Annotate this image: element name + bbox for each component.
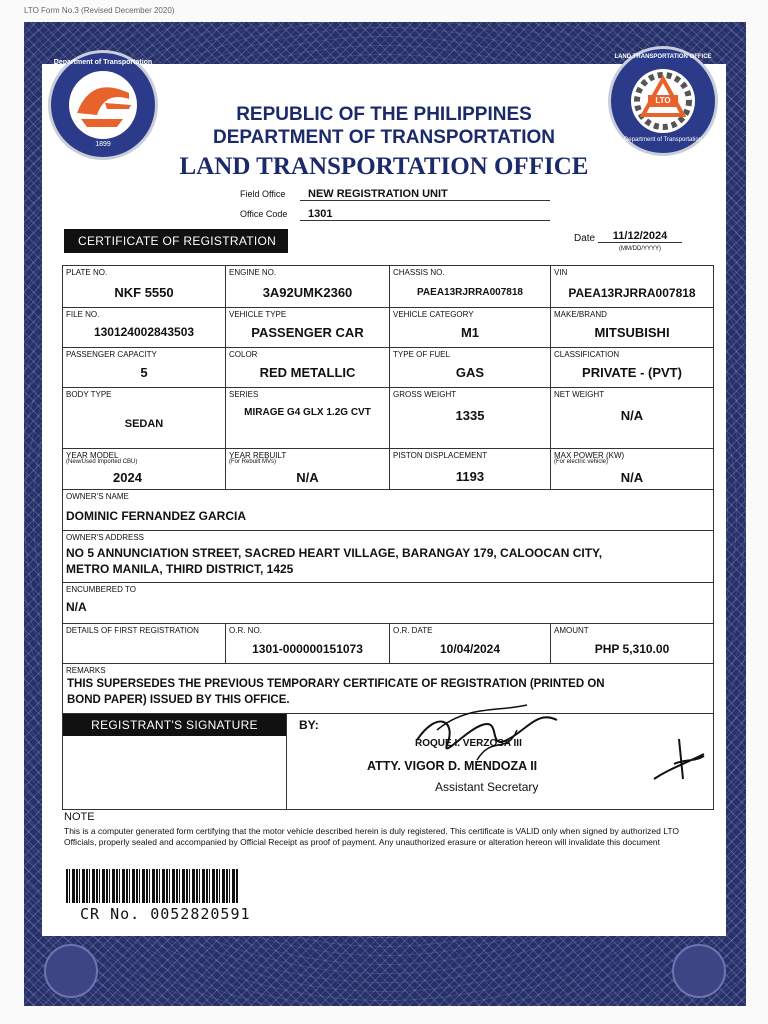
registrant-signature-box [63,714,287,810]
first-registration-cell [63,624,226,664]
dotr-seal-ring-text: Department of Transportation [53,59,153,66]
max-power-sub: (For electric vehicle) [554,459,609,465]
classification-label: CLASSIFICATION [554,350,620,359]
or-date-cell [390,624,551,664]
plate-no-cell [63,266,226,308]
engine-no-value: 3A92UMK2360 [262,285,353,300]
authorized-signature-box [287,714,714,810]
year-rebuilt-label: YEAR REBUILT [229,451,287,460]
piston-displacement-value: 1193 [455,469,485,484]
series-label: SERIES [229,390,259,399]
year-model-label: YEAR MODEL [66,451,119,460]
note-text: This is a computer generated form certifying that the motor vehicle described herein is duly registered. This certificate is VALID only when signed by authorized LTO Officials, properly sealed and accompanied by Official Receipt as proof of payment. Any unauthorized erasure or alteration hereon will invalidate this document [64,826,679,847]
gross-weight-label: GROSS WEIGHT [393,390,457,399]
or-date-value: 10/04/2024 [439,642,501,656]
owners-name-value: DOMINIC FERNANDEZ GARCIA [66,509,246,523]
vehicle-category-label: VEHICLE CATEGORY [393,310,474,319]
owners-address-cell [63,531,714,583]
field-office-value: NEW REGISTRATION UNIT [300,188,550,201]
max-power-value: N/A [620,470,644,485]
lto-seal-bottom-text: Department of Transportation [623,137,703,143]
remarks-cell [63,664,714,714]
encumbered-label: ENCUMBERED TO [66,585,136,594]
file-no-value: 130124002843503 [93,325,195,339]
barcode [66,869,238,903]
cr-number: CR No. 0052820591 [80,905,251,923]
color-cell [226,348,390,388]
initial-mark [649,734,709,784]
owners-address-line1: NO 5 ANNUNCIATION STREET, SACRED HEART VILLAGE, BARANGAY 179, CALOOCAN CITY, [66,546,603,560]
or-no-value: 1301-000000151073 [252,642,363,656]
color-value: RED METALLIC [259,365,356,380]
remarks-line2: BOND PAPER) ISSUED BY THIS OFFICE. [67,694,290,706]
date-value: 11/12/2024 [598,230,682,243]
date-label: Date [574,233,596,244]
note-title: NOTE [64,811,95,823]
remarks-label: REMARKS [66,666,106,675]
or-no-label: O.R. NO. [229,626,262,635]
file-no-label: FILE NO. [66,310,100,319]
net-weight-cell [551,388,714,449]
vehicle-type-cell [226,308,390,348]
corner-dot-seal-left [44,944,98,998]
passenger-capacity-label: PASSENGER CAPACITY [66,350,157,359]
certificate-title: CERTIFICATE OF REGISTRATION [64,229,288,253]
encumbered-value: N/A [66,600,87,614]
max-power-cell [551,449,714,490]
year-rebuilt-cell [226,449,390,490]
amount-label: AMOUNT [554,626,589,635]
owners-name-cell [63,490,714,531]
year-model-cell [63,449,226,490]
piston-displacement-cell [390,449,551,490]
owners-address-label: OWNER'S ADDRESS [66,533,144,542]
registrant-signature-label: REGISTRANT'S SIGNATURE [63,714,286,736]
office-code-value: 1301 [300,208,550,221]
vin-cell [551,266,714,308]
plate-no-label: PLATE NO. [66,268,108,277]
plate-no-value: NKF 5550 [114,285,174,300]
year-rebuilt-value: N/A [296,470,319,485]
classification-value: PRIVATE - (PVT) [582,365,682,380]
date-format: (MM/DD/YYYY) [619,246,661,252]
year-model-sub: (New/Used Imported CBU) [66,459,138,465]
make-brand-label: MAKE/BRAND [554,310,607,319]
year-model-value: 2024 [113,470,142,485]
corner-dot-seal-right [672,944,726,998]
max-power-label: MAX POWER (KW) [554,451,625,460]
net-weight-value: N/A [620,408,644,423]
lto-seal-ring-text: LAND TRANSPORTATION OFFICE [614,54,712,60]
owners-name-label: OWNER'S NAME [66,492,129,501]
engine-no-cell [226,266,390,308]
fuel-type-label: TYPE OF FUEL [393,350,450,359]
lto-seal-center: LTO [655,96,671,105]
net-weight-label: NET WEIGHT [554,390,605,399]
make-brand-value: MITSUBISHI [594,325,670,340]
header-department: DEPARTMENT OF TRANSPORTATION [213,127,555,148]
vin-label: VIN [554,268,568,277]
vin-value: PAEA13RJRRA007818 [568,286,696,300]
vehicle-category-cell [390,308,551,348]
form-number: LTO Form No.3 (Revised December 2020) [24,6,175,15]
file-no-cell [63,308,226,348]
make-brand-cell [551,308,714,348]
vehicle-type-label: VEHICLE TYPE [229,310,287,319]
chassis-no-cell [390,266,551,308]
passenger-capacity-cell [63,348,226,388]
gross-weight-cell [390,388,551,449]
office-code-label: Office Code [240,209,288,219]
year-rebuilt-sub: (For Rebuilt MVs) [229,459,277,465]
signer-name: ATTY. VIGOR D. MENDOZA II [367,759,538,773]
by-label: BY: [299,718,319,732]
amount-cell [551,624,714,664]
signer-title: Assistant Secretary [435,780,539,794]
piston-displacement-label: PISTON DISPLACEMENT [393,451,488,460]
field-office-label: Field Office [240,189,286,199]
passenger-capacity-value: 5 [140,365,148,380]
header-lto: LAND TRANSPORTATION OFFICE [179,153,589,180]
amount-value: PHP 5,310.00 [594,642,670,656]
encumbered-cell [63,583,714,624]
body-type-label: BODY TYPE [66,390,112,399]
color-label: COLOR [229,350,258,359]
signer-top-name: ROQUE I. VERZOSA III [415,738,522,749]
fuel-type-cell [390,348,551,388]
series-cell [226,388,390,449]
gross-weight-value: 1335 [455,408,485,423]
body-type-cell [63,388,226,449]
vehicle-type-value: PASSENGER CAR [251,325,364,340]
header-republic: REPUBLIC OF THE PHILIPPINES [236,104,532,125]
classification-cell [551,348,714,388]
chassis-no-label: CHASSIS NO. [393,268,445,277]
registration-table [62,265,714,810]
series-value: MIRAGE G4 GLX 1.2G CVT [244,407,371,418]
vehicle-category-value: M1 [460,325,480,340]
body-type-value: SEDAN [124,418,164,430]
remarks-line1: THIS SUPERSEDES THE PREVIOUS TEMPORARY CERTIFICATE OF REGISTRATION (PRINTED ON [67,678,605,690]
dotr-seal-year: 1899 [95,141,111,148]
or-no-cell [226,624,390,664]
chassis-no-value: PAEA13RJRRA007818 [417,287,523,298]
fuel-type-value: GAS [455,365,485,380]
owners-address-line2: METRO MANILA, THIRD DISTRICT, 1425 [66,562,294,576]
engine-no-label: ENGINE NO. [229,268,277,277]
first-registration-label: DETAILS OF FIRST REGISTRATION [66,626,199,635]
or-date-label: O.R. DATE [393,626,433,635]
